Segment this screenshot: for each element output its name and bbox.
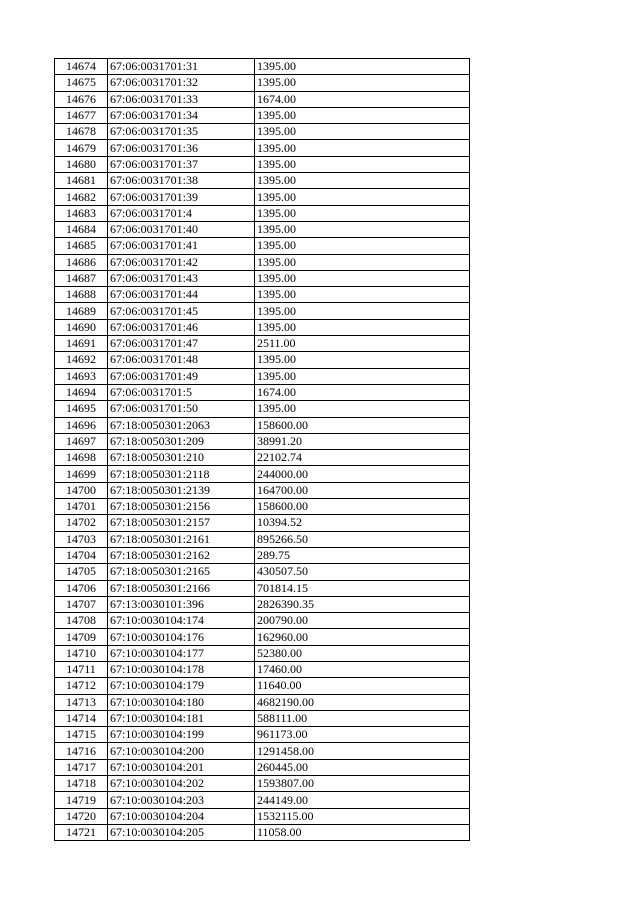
cadastral-number-cell: 67:06:0031701:36 xyxy=(108,140,255,156)
cadastral-number-cell: 67:06:0031701:37 xyxy=(108,156,255,172)
cadastral-number-cell: 67:18:0050301:2165 xyxy=(108,564,255,580)
table-row xyxy=(55,401,470,417)
table-row xyxy=(55,384,470,400)
row-number-cell: 14707 xyxy=(55,596,108,612)
value-cell: 17460.00 xyxy=(255,661,470,677)
row-number-cell: 14675 xyxy=(55,75,108,91)
value-cell: 588111.00 xyxy=(255,710,470,726)
row-number-cell: 14702 xyxy=(55,515,108,531)
table-body xyxy=(55,59,470,841)
row-number-cell: 14699 xyxy=(55,466,108,482)
row-number-cell: 14690 xyxy=(55,319,108,335)
cadastral-number-cell: 67:18:0050301:2161 xyxy=(108,531,255,547)
cadastral-number-cell: 67:18:0050301:2157 xyxy=(108,515,255,531)
table-row xyxy=(55,124,470,140)
table-row xyxy=(55,254,470,270)
value-cell: 1395.00 xyxy=(255,173,470,189)
row-number-cell: 14717 xyxy=(55,759,108,775)
row-number-cell: 14684 xyxy=(55,221,108,237)
value-cell: 164700.00 xyxy=(255,482,470,498)
table-row xyxy=(55,596,470,612)
table-row xyxy=(55,417,470,433)
table-row xyxy=(55,580,470,596)
row-number-cell: 14695 xyxy=(55,401,108,417)
row-number-cell: 14678 xyxy=(55,124,108,140)
cadastral-number-cell: 67:18:0050301:2156 xyxy=(108,499,255,515)
value-cell: 11058.00 xyxy=(255,824,470,840)
table-row xyxy=(55,336,470,352)
table-row xyxy=(55,613,470,629)
row-number-cell: 14715 xyxy=(55,727,108,743)
cadastral-number-cell: 67:06:0031701:4 xyxy=(108,205,255,221)
cadastral-number-cell: 67:06:0031701:32 xyxy=(108,75,255,91)
row-number-cell: 14687 xyxy=(55,270,108,286)
value-cell: 1291458.00 xyxy=(255,743,470,759)
table-row xyxy=(55,466,470,482)
cadastral-number-cell: 67:10:0030104:177 xyxy=(108,645,255,661)
row-number-cell: 14686 xyxy=(55,254,108,270)
cadastral-number-cell: 67:06:0031701:39 xyxy=(108,189,255,205)
value-cell: 1674.00 xyxy=(255,91,470,107)
value-cell: 162960.00 xyxy=(255,629,470,645)
value-cell: 701814.15 xyxy=(255,580,470,596)
value-cell: 260445.00 xyxy=(255,759,470,775)
table-row xyxy=(55,710,470,726)
value-cell: 244149.00 xyxy=(255,792,470,808)
table-row xyxy=(55,368,470,384)
row-number-cell: 14704 xyxy=(55,547,108,563)
table-row xyxy=(55,694,470,710)
cadastral-number-cell: 67:10:0030104:205 xyxy=(108,824,255,840)
row-number-cell: 14681 xyxy=(55,173,108,189)
cadastral-number-cell: 67:06:0031701:5 xyxy=(108,384,255,400)
value-cell: 1395.00 xyxy=(255,221,470,237)
row-number-cell: 14679 xyxy=(55,140,108,156)
cadastral-number-cell: 67:18:0050301:209 xyxy=(108,433,255,449)
row-number-cell: 14703 xyxy=(55,531,108,547)
table-row xyxy=(55,759,470,775)
row-number-cell: 14713 xyxy=(55,694,108,710)
row-number-cell: 14682 xyxy=(55,189,108,205)
row-number-cell: 14674 xyxy=(55,59,108,75)
row-number-cell: 14676 xyxy=(55,91,108,107)
cadastral-number-cell: 67:13:0030101:396 xyxy=(108,596,255,612)
table-row xyxy=(55,629,470,645)
table-row xyxy=(55,808,470,824)
cadastral-number-cell: 67:06:0031701:41 xyxy=(108,238,255,254)
table-row xyxy=(55,727,470,743)
value-cell: 1395.00 xyxy=(255,59,470,75)
value-cell: 22102.74 xyxy=(255,450,470,466)
value-cell: 1395.00 xyxy=(255,254,470,270)
row-number-cell: 14685 xyxy=(55,238,108,254)
value-cell: 1593807.00 xyxy=(255,776,470,792)
table-row xyxy=(55,645,470,661)
cadastral-number-cell: 67:10:0030104:178 xyxy=(108,661,255,677)
cadastral-number-cell: 67:10:0030104:204 xyxy=(108,808,255,824)
value-cell: 11640.00 xyxy=(255,678,470,694)
table-row xyxy=(55,238,470,254)
cadastral-number-cell: 67:18:0050301:2063 xyxy=(108,417,255,433)
cadastral-number-cell: 67:06:0031701:45 xyxy=(108,303,255,319)
value-cell: 1395.00 xyxy=(255,401,470,417)
cadastral-number-cell: 67:06:0031701:42 xyxy=(108,254,255,270)
value-cell: 1395.00 xyxy=(255,156,470,172)
cadastral-number-cell: 67:10:0030104:180 xyxy=(108,694,255,710)
cadastral-number-cell: 67:10:0030104:203 xyxy=(108,792,255,808)
row-number-cell: 14689 xyxy=(55,303,108,319)
value-cell: 10394.52 xyxy=(255,515,470,531)
cadastral-number-cell: 67:06:0031701:47 xyxy=(108,336,255,352)
row-number-cell: 14712 xyxy=(55,678,108,694)
row-number-cell: 14700 xyxy=(55,482,108,498)
table-row xyxy=(55,450,470,466)
row-number-cell: 14718 xyxy=(55,776,108,792)
table-row xyxy=(55,156,470,172)
cadastral-number-cell: 67:10:0030104:179 xyxy=(108,678,255,694)
value-cell: 4682190.00 xyxy=(255,694,470,710)
table-row xyxy=(55,564,470,580)
cadastral-number-cell: 67:06:0031701:49 xyxy=(108,368,255,384)
table-row xyxy=(55,75,470,91)
table-row xyxy=(55,743,470,759)
cadastral-number-cell: 67:10:0030104:202 xyxy=(108,776,255,792)
table-row xyxy=(55,678,470,694)
cadastral-number-cell: 67:18:0050301:2118 xyxy=(108,466,255,482)
cadastral-value-table xyxy=(54,58,470,841)
row-number-cell: 14714 xyxy=(55,710,108,726)
cadastral-number-cell: 67:06:0031701:31 xyxy=(108,59,255,75)
value-cell: 1395.00 xyxy=(255,238,470,254)
row-number-cell: 14683 xyxy=(55,205,108,221)
table-row xyxy=(55,433,470,449)
value-cell: 158600.00 xyxy=(255,417,470,433)
row-number-cell: 14680 xyxy=(55,156,108,172)
cadastral-number-cell: 67:10:0030104:176 xyxy=(108,629,255,645)
value-cell: 1674.00 xyxy=(255,384,470,400)
value-cell: 1395.00 xyxy=(255,140,470,156)
table-row xyxy=(55,531,470,547)
value-cell: 52380.00 xyxy=(255,645,470,661)
cadastral-number-cell: 67:10:0030104:181 xyxy=(108,710,255,726)
cadastral-number-cell: 67:10:0030104:200 xyxy=(108,743,255,759)
row-number-cell: 14701 xyxy=(55,499,108,515)
table-row xyxy=(55,499,470,515)
cadastral-number-cell: 67:18:0050301:210 xyxy=(108,450,255,466)
row-number-cell: 14677 xyxy=(55,107,108,123)
table-row xyxy=(55,140,470,156)
table-row xyxy=(55,792,470,808)
cadastral-number-cell: 67:06:0031701:50 xyxy=(108,401,255,417)
table-row xyxy=(55,776,470,792)
row-number-cell: 14696 xyxy=(55,417,108,433)
value-cell: 961173.00 xyxy=(255,727,470,743)
value-cell: 1395.00 xyxy=(255,287,470,303)
row-number-cell: 14705 xyxy=(55,564,108,580)
value-cell: 895266.50 xyxy=(255,531,470,547)
table-row xyxy=(55,661,470,677)
table-row xyxy=(55,287,470,303)
row-number-cell: 14692 xyxy=(55,352,108,368)
cadastral-number-cell: 67:06:0031701:46 xyxy=(108,319,255,335)
table-row xyxy=(55,173,470,189)
row-number-cell: 14698 xyxy=(55,450,108,466)
value-cell: 430507.50 xyxy=(255,564,470,580)
row-number-cell: 14711 xyxy=(55,661,108,677)
cadastral-number-cell: 67:18:0050301:2139 xyxy=(108,482,255,498)
table-row xyxy=(55,221,470,237)
row-number-cell: 14709 xyxy=(55,629,108,645)
value-cell: 2511.00 xyxy=(255,336,470,352)
cadastral-number-cell: 67:18:0050301:2166 xyxy=(108,580,255,596)
row-number-cell: 14710 xyxy=(55,645,108,661)
cadastral-number-cell: 67:06:0031701:38 xyxy=(108,173,255,189)
table-row xyxy=(55,91,470,107)
row-number-cell: 14721 xyxy=(55,824,108,840)
row-number-cell: 14697 xyxy=(55,433,108,449)
cadastral-number-cell: 67:06:0031701:48 xyxy=(108,352,255,368)
cadastral-number-cell: 67:06:0031701:44 xyxy=(108,287,255,303)
value-cell: 158600.00 xyxy=(255,499,470,515)
table-row xyxy=(55,107,470,123)
cadastral-number-cell: 67:10:0030104:174 xyxy=(108,613,255,629)
table-row xyxy=(55,303,470,319)
value-cell: 1395.00 xyxy=(255,270,470,286)
value-cell: 1395.00 xyxy=(255,319,470,335)
table-row xyxy=(55,482,470,498)
value-cell: 1395.00 xyxy=(255,189,470,205)
table-row xyxy=(55,319,470,335)
row-number-cell: 14693 xyxy=(55,368,108,384)
value-cell: 2826390.35 xyxy=(255,596,470,612)
table-row xyxy=(55,205,470,221)
row-number-cell: 14694 xyxy=(55,384,108,400)
row-number-cell: 14688 xyxy=(55,287,108,303)
value-cell: 1395.00 xyxy=(255,107,470,123)
value-cell: 1395.00 xyxy=(255,368,470,384)
row-number-cell: 14691 xyxy=(55,336,108,352)
cadastral-number-cell: 67:06:0031701:33 xyxy=(108,91,255,107)
row-number-cell: 14719 xyxy=(55,792,108,808)
table-row xyxy=(55,189,470,205)
value-cell: 1395.00 xyxy=(255,352,470,368)
table-row xyxy=(55,824,470,840)
cadastral-number-cell: 67:06:0031701:34 xyxy=(108,107,255,123)
table-row xyxy=(55,352,470,368)
row-number-cell: 14706 xyxy=(55,580,108,596)
value-cell: 200790.00 xyxy=(255,613,470,629)
row-number-cell: 14716 xyxy=(55,743,108,759)
cadastral-number-cell: 67:10:0030104:201 xyxy=(108,759,255,775)
value-cell: 1395.00 xyxy=(255,303,470,319)
cadastral-number-cell: 67:18:0050301:2162 xyxy=(108,547,255,563)
value-cell: 1532115.00 xyxy=(255,808,470,824)
value-cell: 289.75 xyxy=(255,547,470,563)
table-row xyxy=(55,270,470,286)
table-row xyxy=(55,547,470,563)
table-row xyxy=(55,515,470,531)
cadastral-number-cell: 67:06:0031701:40 xyxy=(108,221,255,237)
value-cell: 1395.00 xyxy=(255,205,470,221)
cadastral-number-cell: 67:10:0030104:199 xyxy=(108,727,255,743)
value-cell: 1395.00 xyxy=(255,75,470,91)
value-cell: 244000.00 xyxy=(255,466,470,482)
table-row xyxy=(55,59,470,75)
row-number-cell: 14720 xyxy=(55,808,108,824)
row-number-cell: 14708 xyxy=(55,613,108,629)
cadastral-number-cell: 67:06:0031701:35 xyxy=(108,124,255,140)
value-cell: 1395.00 xyxy=(255,124,470,140)
value-cell: 38991.20 xyxy=(255,433,470,449)
cadastral-number-cell: 67:06:0031701:43 xyxy=(108,270,255,286)
